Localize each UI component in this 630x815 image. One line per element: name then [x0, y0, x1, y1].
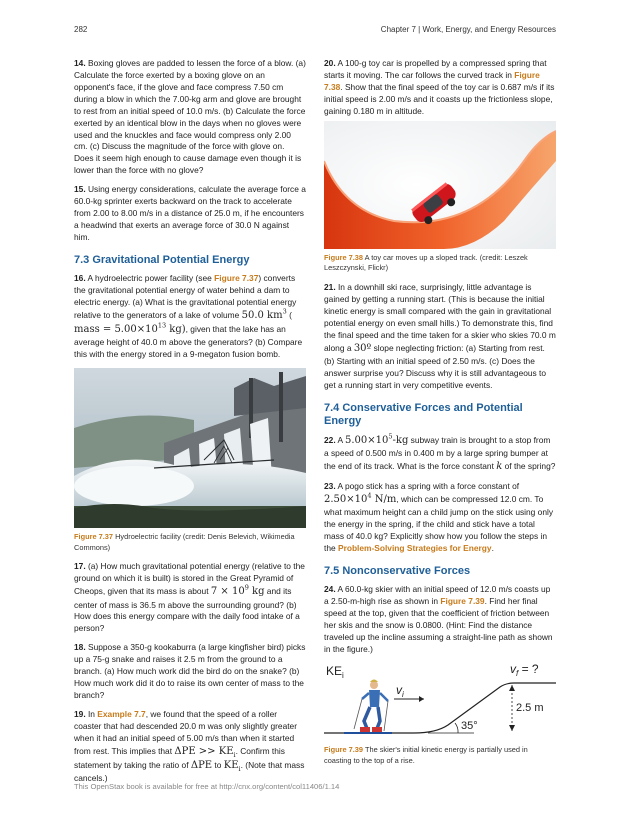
problem-number: 19.: [74, 708, 86, 719]
problem-22: [324, 434, 556, 474]
math: $2.50\times 10^4$ N/m: [324, 491, 397, 506]
section-heading-7-3: 7.3 Gravitational Potential Energy: [74, 253, 250, 266]
text: (: [286, 309, 292, 320]
text: , we found that the speed of a roller coaster that had descended 20.0 m was only slightly greater when it had an initial speed of 5.00 m/s than when it started from rest. This implies that: [74, 708, 297, 756]
chapter-header: Chapter 7 | Work, Energy, and Energy Resources: [380, 25, 556, 34]
problem-17: [74, 561, 306, 635]
math: 50.0 $km^3$: [241, 307, 287, 321]
problem-number: 24.: [324, 584, 336, 595]
angle-label: 35°: [461, 719, 478, 732]
caption-text: A toy car moves up a sloped track. (credit: Leszek Leszczynski, Flickr): [324, 252, 528, 273]
text: slope neglecting friction: (a) Starting from rest. (b) Starting with an initial speed of 2.50 m/s. (c) Does the answer surprise you? Discuss why it is still advantageous to get a running start in very competitive events.: [324, 342, 547, 390]
text: (a) How much gravitational potential energy (relative to the ground on which it is built) is stored in the Great Pyramid of Cheops, given that its mass is about: [74, 561, 305, 597]
left-column: [74, 58, 306, 792]
problem-number: 21.: [324, 282, 336, 293]
figure-label: Figure 7.38: [324, 252, 364, 262]
math: ΔPE: [190, 759, 213, 771]
ke-label: $KE_i$: [326, 663, 344, 680]
figure-7-39-caption: [324, 745, 556, 766]
example-link[interactable]: Example 7.7: [97, 708, 146, 719]
text: In: [87, 708, 98, 719]
figure-link[interactable]: Figure 7.39: [440, 596, 485, 607]
problem-24: [324, 584, 556, 656]
text: ) converts the gravitational potential energy of water behind a dam to electric energy. (a) What is the gravitational potential energy relative to the generators of a lake of volume: [74, 273, 297, 320]
text: A pogo stick has a spring with a force constant of: [337, 481, 520, 492]
section-heading-7-5: 7.5 Nonconservative Forces: [324, 565, 471, 578]
text: A hydroelectric power facility (see: [87, 273, 215, 284]
text: . Find her final speed at the top, given that the coefficient of friction between her skis and the snow is 0.0800. (Hint: Find the distance traveled up the incline assuming a straight-line path as shown in the figure.): [324, 596, 553, 654]
problem-21: [324, 282, 556, 392]
caption-text: Hydroelectric facility (credit: Denis Belevich, Wikimedia Commons): [74, 532, 295, 552]
text: A: [337, 435, 345, 446]
text: , which can be compressed 12.0 cm. To what maximum height can a child jump on the stick using only the energy in the spring, if the child and stick have a total mass of 40.0 kg? Explicitly show how you follow the steps in the: [324, 494, 554, 554]
text: of the spring?: [502, 461, 556, 472]
problem-15: [74, 184, 306, 244]
page-number: 282: [74, 25, 88, 34]
text: In a downhill ski race, surprisingly, little advantage is gained by getting a running start. (This is because the initial kinetic energy is small compared with the gain in gravitational potential energy on even small hills.) To demonstrate this, find the final speed and the time taken for a skier who skies 70.0 m along a: [324, 282, 556, 353]
section-heading-7-4: 7.4 Conservative Forces and Potential Energy: [324, 401, 523, 427]
figure-7-37-dam-photo: [74, 368, 306, 528]
problem-14: [74, 58, 306, 177]
text: to: [212, 759, 224, 770]
text: A 100-g toy car is propelled by a compressed spring that starts it moving. The car follows the curved track in: [324, 58, 547, 80]
figure-7-39-skier-diagram: [324, 663, 556, 741]
right-column: [324, 58, 556, 774]
problem-number: 22.: [324, 435, 336, 446]
footer-text: This OpenStax book is available for free at http://cnx.org/content/col11406/1.14: [74, 782, 340, 791]
problem-number: 20.: [324, 58, 336, 68]
text: . (Note that mass cancels.): [74, 759, 305, 784]
vi-label: $v_i$: [396, 682, 404, 699]
text: .: [491, 543, 494, 554]
math: k: [496, 461, 503, 473]
vf-label: $v_f$ = ?: [510, 662, 539, 678]
text: subway train is brought to a stop from a speed of 0.500 m/s in 0.400 m by a large spring bumper at the end of its track. What is the force constant: [324, 435, 551, 472]
text: , given that the lake has an average height of 40.0 m above the generators? (b) Compare this with the energy stored in a 9-megaton fusion bomb.: [74, 323, 303, 360]
problem-number: 16.: [74, 273, 86, 284]
text: . Show that the final speed of the toy car is 0.687 m/s if its initial speed is 2.00 m/s and it coasts up the frictionless slope, gaining 0.180 m in altitude.: [324, 81, 555, 116]
problem-text: Boxing gloves are padded to lessen the force of a blow. (a) Calculate the force exerted by a boxing glove on an opponent's face, if the glove and face compress 7.50 cm during a blow in which the 7.00-kg arm and glove are brought to rest from an initial speed of 10.0 m/s. (b) Calculate the force exerted by an identical blow in the days when no gloves were used and the knuckles and face would compress only 2.00 cm. (c) Discuss the magnitude of the force with glove on. Does it seem high enough to cause damage even though it is lower than the force with no glove?: [74, 58, 306, 176]
math: $\Delta PE >> KE_i$: [174, 745, 236, 759]
problem-number: 15.: [74, 184, 86, 195]
math: $KE_i$: [223, 759, 241, 773]
figure-label: Figure 7.37: [74, 532, 114, 541]
problem-text: Using energy considerations, calculate the average force a 60.0-kg sprinter exerts backward on the track to accelerate from 2.00 to 8.00 m/s in a distance of 25.0 m, if he encounters a headwind that exerts an average force of 30.0 N against him.: [74, 184, 306, 242]
figure-label: Figure 7.39: [324, 744, 364, 754]
text: A 60.0-kg skier with an initial speed of 12.0 m/s coasts up a 2.50-m-high rise as shown in: [324, 584, 551, 607]
math: $5.00\times 10^5-kg$: [344, 432, 409, 447]
text: . Confirm this statement by taking the ratio of: [74, 745, 285, 770]
strategy-link[interactable]: Problem-Solving Strategies for Energy: [337, 543, 492, 554]
problem-23: [324, 481, 556, 555]
problem-18: [74, 642, 306, 702]
problem-19: [74, 709, 306, 785]
skier-figure: [344, 679, 392, 733]
math: $7 \times 10^9$ kg: [210, 583, 265, 598]
math: mass = $5.00\times 10^{13}$ kg): [74, 321, 186, 335]
height-label: 2.5 m: [516, 701, 544, 714]
text: and its center of mass is 36.5 m above the surrounding ground? (b) How does this energy compare with the daily food intake of a person?: [74, 586, 300, 634]
figure-link[interactable]: Figure 7.38: [324, 69, 540, 92]
problem-number: 23.: [324, 481, 336, 492]
problem-16: [74, 273, 306, 361]
problem-number: 14.: [74, 58, 86, 68]
math: 30º: [353, 342, 372, 354]
figure-7-37-caption: [74, 532, 306, 553]
problem-20: [324, 58, 556, 118]
problem-text: Suppose a 350-g kookaburra (a large kingfisher bird) picks up a 75-g snake and raises it 2.5 m from the ground to a branch. (a) How much work did the bird do on the snake? (b) How much work did it do to raise its own center of mass to the branch?: [74, 642, 306, 700]
figure-7-38-caption: [324, 253, 556, 274]
figure-link[interactable]: Figure 7.37: [214, 273, 259, 284]
caption-text: The skier's initial kinetic energy is partially used in coasting to the top of a rise.: [324, 744, 528, 765]
problem-number: 17.: [74, 561, 86, 572]
figure-7-38-toy-car-photo: [324, 121, 556, 249]
problem-number: 18.: [74, 642, 86, 653]
